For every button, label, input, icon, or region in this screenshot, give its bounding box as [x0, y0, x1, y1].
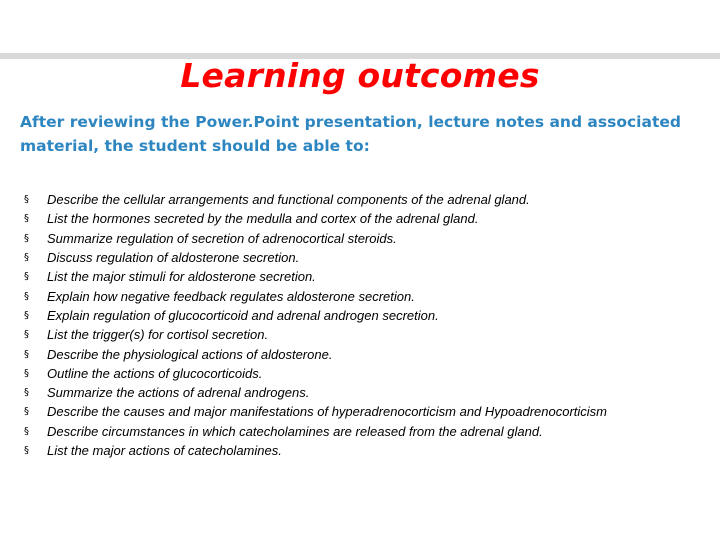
list-item	[24, 286, 714, 305]
outcome-text: Outline the actions of glucocorticoids.	[47, 365, 263, 381]
outcome-text: Describe the cellular arrangements and functional components of the adrenal gland.	[47, 192, 530, 208]
list-item	[24, 325, 714, 344]
list-item	[24, 209, 714, 228]
bullet-icon: §	[24, 232, 29, 244]
list-item	[24, 441, 714, 460]
list-item	[24, 422, 714, 441]
outcomes-list	[24, 190, 714, 460]
list-item	[24, 267, 714, 286]
bullet-icon: §	[24, 309, 29, 321]
bullet-icon: §	[24, 445, 29, 456]
bullet-icon: §	[24, 213, 29, 225]
list-item	[24, 229, 714, 248]
list-item	[24, 364, 714, 383]
list-item	[24, 344, 714, 363]
outcome-text: List the trigger(s) for cortisol secretion.	[47, 327, 269, 343]
bullet-icon: §	[24, 329, 29, 341]
list-item	[24, 383, 714, 402]
outcome-text: Describe the causes and major manifestations of hyperadrenocorticism and Hypoadrenocorticism	[47, 404, 607, 420]
outcome-text: Explain how negative feedback regulates aldosterone secretion.	[47, 288, 415, 304]
outcome-text: Describe the physiological actions of aldosterone.	[47, 346, 333, 362]
bullet-icon: §	[24, 348, 29, 360]
list-item	[24, 248, 714, 267]
bullet-icon: §	[24, 406, 29, 418]
bullet-icon: §	[24, 367, 29, 379]
bullet-icon: §	[24, 387, 29, 399]
outcome-text: Summarize regulation of secretion of adrenocortical steroids.	[47, 230, 397, 246]
outcome-text: List the major actions of catecholamines.	[47, 443, 282, 458]
list-item	[24, 190, 714, 209]
outcome-text: Explain regulation of glucocorticoid and adrenal androgen secretion.	[47, 307, 439, 323]
slide-title: Learning outcomes	[180, 56, 540, 95]
bullet-icon: §	[24, 252, 29, 264]
bullet-icon: §	[24, 271, 29, 283]
intro-text: After reviewing the Power.Point presentation, lecture notes and associated material, the student should be able to:	[20, 113, 681, 155]
list-item	[24, 306, 714, 325]
outcome-text: List the major stimuli for aldosterone secretion.	[47, 269, 316, 285]
list-item	[24, 402, 714, 421]
outcome-text: List the hormones secreted by the medulla and cortex of the adrenal gland.	[47, 211, 479, 227]
outcome-text: Summarize the actions of adrenal androgens.	[47, 385, 310, 401]
bullet-icon: §	[24, 194, 29, 206]
bullet-icon: §	[24, 290, 29, 302]
outcome-text: Discuss regulation of aldosterone secretion.	[47, 250, 300, 266]
outcome-text: Describe circumstances in which catecholamines are released from the adrenal gland.	[47, 423, 543, 439]
bullet-icon: §	[24, 425, 29, 437]
